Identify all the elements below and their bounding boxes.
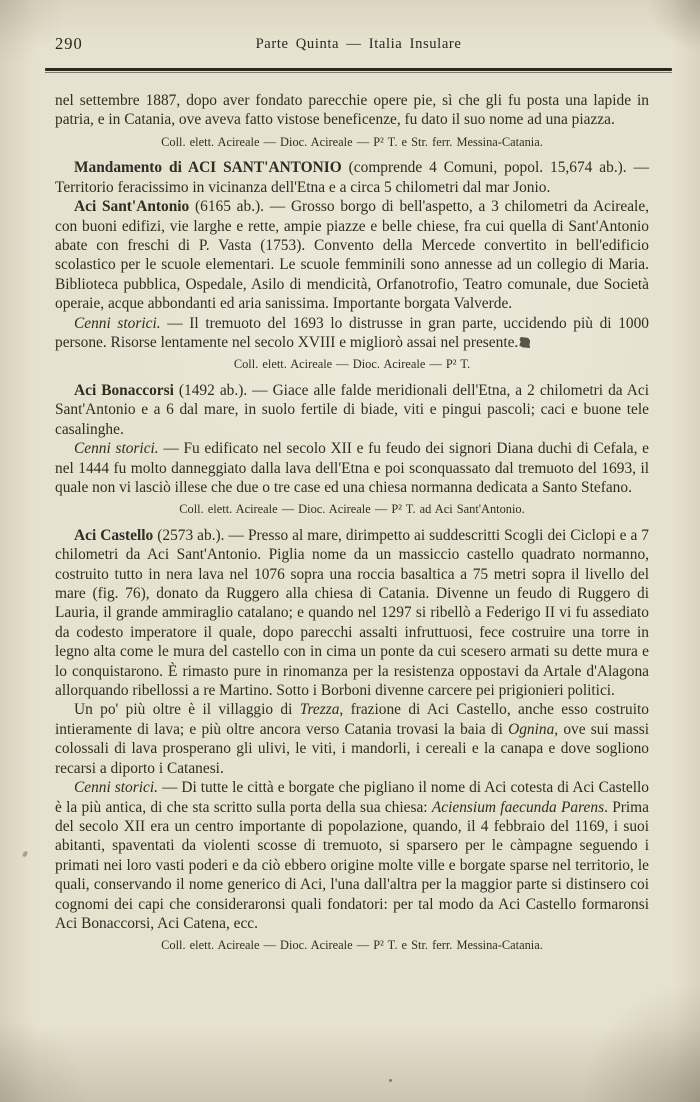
trezza-paragraph — [55, 700, 649, 778]
page-number: 290 — [55, 34, 83, 53]
mandamento-text: (comprende 4 Comuni, popol. 15,674 ab.). — Territorio feracissimo in vicinanza dell'Etna e a circa 5 chilometri dal mar Jonio. — [55, 159, 649, 196]
ognina-name: Ognina — [508, 720, 555, 738]
aci-castello-heading: Aci Castello — [74, 526, 154, 544]
header-divider-rule — [45, 68, 672, 74]
aci-sant-antonio-paragraph — [55, 197, 649, 313]
cenni-storici-paragraph-2 — [55, 439, 649, 497]
cenni-storici-paragraph-3 — [55, 778, 649, 933]
aci-sant-antonio-heading: Aci Sant'Antonio — [74, 198, 190, 216]
divider-thick-line — [45, 68, 672, 71]
cenni-storici-heading-1: Cenni storici. — [74, 314, 161, 332]
aci-sant-antonio-text: (6165 ab.). — Grosso borgo di bell'aspetto, a 3 chilometri da Acireale, con buoni edifizi, vie larghe e rette, ampie piazze e belle chiese, fra cui quella di Sant'Antonio abate con freschi di P. Vasta (1753). Convento della Mercede convertito in bell'edificio scolastico per le scuole elementari. Le scuole femminili sono annesse ad un collegio di Maria. Biblioteca pubblica, Ospedale, Asilo di mendicità, Orfanotrofio, Teatro comunale, due Società operaie, acque abbondanti ed aria sanissima. Importante borgata Valverde. — [55, 198, 649, 313]
dust-dot — [389, 1079, 392, 1082]
trezza-text-3: , ove sui massi colossali di lava prosperano gli ulivi, le viti, i mandorli, i cereali e la canapa e dove sogliono recarsi a diporto i Catanesi. — [55, 720, 649, 777]
aci-castello-text: (2573 ab.). — Presso al mare, dirimpetto ai suddescritti Scogli dei Ciclopi e a 7 chilometri da Aci Sant'Antonio. Piglia nome da un massiccio castello quadrato normanno, costruito tutto in nera lava nel 1076 sopra una roccia basaltica a 75 metri sopra il livello del mare (fig. 76), donato da Ruggero alla chiesa di Catania. Divenne un feudo di Ruggero di Lauria, il grande ammiraglio catalano; e quando nel 1297 si ribellò a Federigo II vi fu assediato da codesto imperatore il quale, dopo parecchi assalti infruttuosi, fece costruire una torre in legno alta come le mura del castello con in cima un ponte da cui scesero armati su dette mura e lo conquistarono. È rimasto pure in rinomanza per la resistenza oppostavi da Artale d'Alagona allorquando ribellossi a re Martino. Sotto i Borboni divenne carcere pei prigionieri politici. — [55, 526, 649, 700]
trezza-text-1: Un po' più oltre è il villaggio di — [74, 701, 300, 719]
cenni-storici-paragraph-1 — [55, 314, 649, 353]
mandamento-heading: Mandamento di ACI SANT'ANTONIO — [74, 159, 342, 177]
aci-bonaccorsi-heading: Aci Bonaccorsi — [74, 381, 174, 399]
ink-smudge — [519, 337, 530, 348]
latin-motto: Aciensium faecunda Parens — [431, 798, 605, 816]
coll-line-3: Coll. elett. Acireale — Dioc. Acireale — P² T. ad Aci Sant'Antonio. — [179, 502, 525, 517]
cenni-storici-text-3a: — Di tutte le città e borgate che pigliano il nome di Aci cotesta di Aci Castello è la più antica, di che sta scritto sulla porta della sua chiesa: — [55, 779, 650, 816]
running-title: Parte Quinta — Italia Insulare — [255, 36, 462, 52]
aci-bonaccorsi-paragraph — [55, 381, 649, 439]
trezza-text-2: , frazione di Aci Castello, anche esso costruito intieramente di lava; e più oltre ancora verso Catania trovasi la baia di — [55, 701, 649, 738]
cenni-storici-text-3b: . Prima del secolo XII era un centro importante di popolazione, quando, il 4 febbraio del 1169, i suoi abitanti, spaventati da violenti scosse di tremuoto, si sparsero per le càmpagne seguendo i primati nei loro vasti poderi e da ciò ebbero origine molte ville e borgate sparse nel territorio, le quali, conservando il nome generico di Aci, l'una dall'altra per la maggior parte si distinsero coi cognomi dei capi che consideraronsi quali fondatori: per tal modo da Aci Castello formaronsi Aci Bonaccorsi, Aci Catena, ecc. — [55, 798, 649, 932]
trezza-name: Trezza — [299, 701, 340, 719]
running-head — [45, 34, 672, 56]
coll-line-2: Coll. elett. Acireale — Dioc. Acireale — P² T. — [233, 357, 471, 372]
intro-paragraph: nel settembre 1887, dopo aver fondato parecchie opere pie, sì che gli fu posta una lapide in patria, e in Catania, ove aveva fatto vistose beneficenze, fu dato il suo nome ad una piazza. — [55, 92, 649, 129]
mandamento-paragraph — [55, 158, 649, 197]
cenni-storici-text-1: — Il tremuoto del 1693 lo distrusse in gran parte, uccidendo più di 1000 persone. Risorse lentamente nel secolo XVIII e migliorò assai nel presente. — [55, 314, 649, 351]
margin-speck — [22, 850, 28, 857]
aci-bonaccorsi-text: (1492 ab.). — Giace alle falde meridionali dell'Etna, a 2 chilometri da Aci Sant'Antonio e a 6 dal mare, in suolo fertile di biade, viti e pingui pascoli; caci e buone tele casalinghe. — [55, 381, 649, 438]
coll-line-1: Coll. elett. Acireale — Dioc. Acireale — P² T. e Str. ferr. Messina-Catania. — [161, 134, 543, 149]
cenni-storici-heading-3: Cenni storici. — [74, 779, 158, 797]
coll-line-4: Coll. elett. Acireale — Dioc. Acireale — P² T. e Str. ferr. Messina-Catania. — [161, 938, 543, 953]
cenni-storici-heading-2: Cenni storici. — [74, 440, 159, 458]
divider-thin-line — [45, 72, 672, 73]
text-column — [55, 91, 649, 962]
aci-castello-paragraph — [55, 526, 649, 701]
cenni-storici-text-2: — Fu edificato nel secolo XII e fu feudo dei signori Diana duchi di Cefala, e nel 1444 fu molto danneggiato dalla lava dell'Etna e poi sconquassato dal tremuoto del 1693, il quale non vi lasciò illese che due o tre case ed una chiesa normanna dedicata a Santo Stefano. — [55, 440, 649, 496]
